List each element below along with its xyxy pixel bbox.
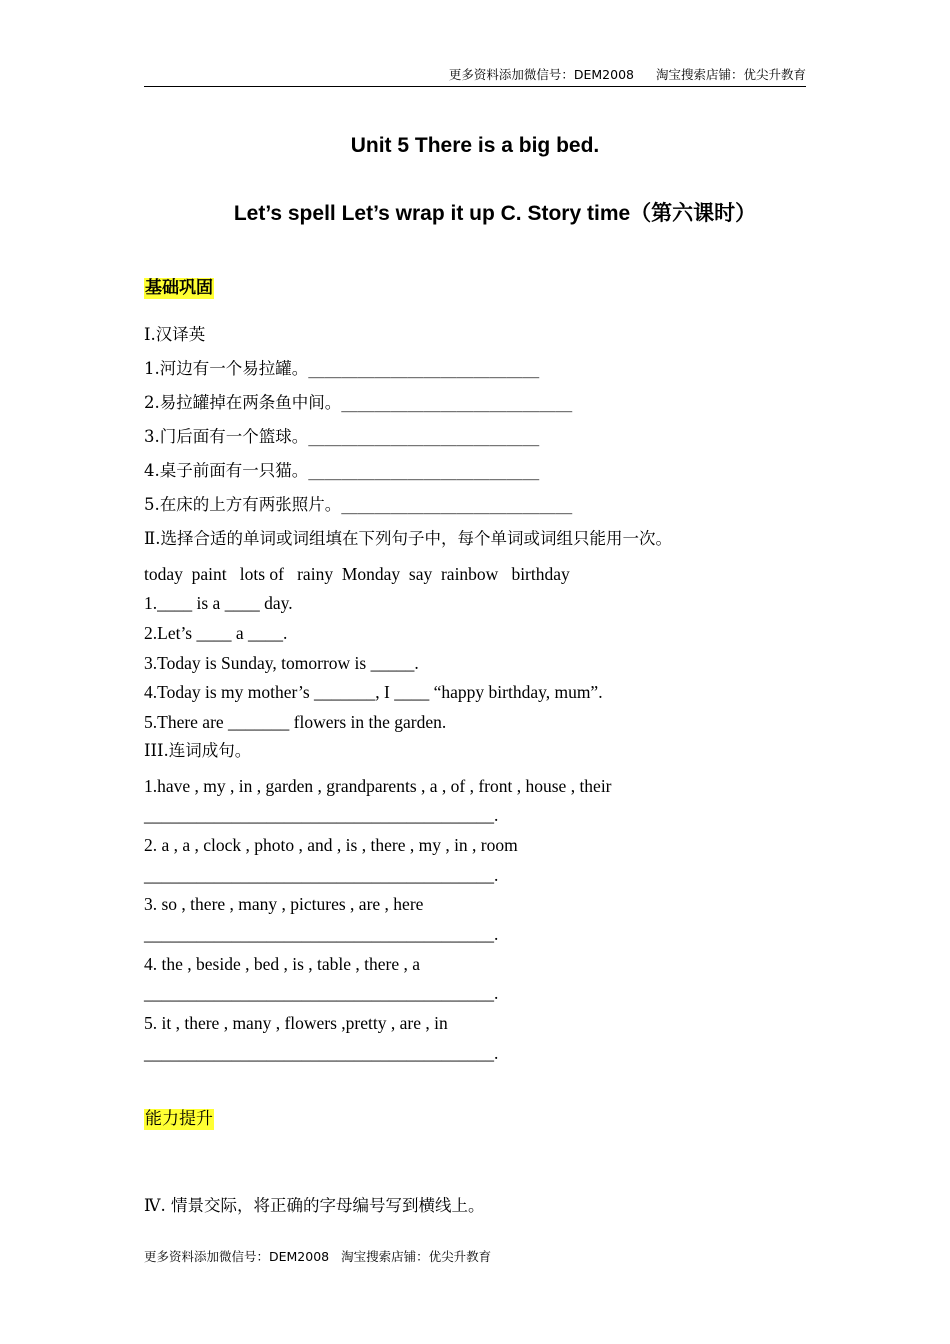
- part1-item-5: 5.在床的上方有两张照片。____________________________: [144, 495, 573, 514]
- part2-item-3: 3.Today is Sunday, tomorrow is _____.: [144, 653, 419, 673]
- part2-item-5: 5.There are _______ flowers in the garden.: [144, 712, 447, 732]
- page-footer: [144, 1247, 491, 1265]
- part3-item-4-answer: ________________________________________.: [144, 983, 499, 1003]
- page-header: [144, 65, 806, 87]
- lesson-title: Let’s spell Let’s wrap it up C. Story time（第六课时）: [233, 202, 757, 225]
- part3-item-1-words: 1.have , my , in , garden , grandparents , a , of , front , house , their: [144, 776, 612, 796]
- part3-item-2-words: 2. a , a , clock , photo , and , is , there , my , in , room: [144, 835, 518, 855]
- part3-item-5-words: 5. it , there , many , flowers ,pretty , are , in: [144, 1013, 448, 1033]
- section-advanced-label: 能力提升: [145, 1109, 213, 1129]
- part1-item-4: 4.桌子前面有一只猫。____________________________: [144, 461, 540, 480]
- part3-item-2-answer: ________________________________________.: [144, 865, 499, 885]
- part3-item-3-words: 3. so , there , many , pictures , are , here: [144, 894, 424, 914]
- part4-heading: Ⅳ. 情景交际，将正确的字母编号写到横线上。: [144, 1196, 485, 1215]
- part2-item-4: 4.Today is my mother’s _______, I ____ “happy birthday, mum”.: [144, 682, 603, 702]
- part2-word-bank: today paint lots of rainy Monday say rainbow birthday: [144, 564, 570, 584]
- part3-item-1-answer: ________________________________________.: [144, 805, 499, 825]
- part1-heading: Ⅰ.汉译英: [144, 325, 206, 344]
- part1-item-1: 1.河边有一个易拉罐。____________________________: [144, 359, 540, 378]
- part1-item-3: 3.门后面有一个篮球。____________________________: [144, 427, 540, 446]
- part3-item-3-answer: ________________________________________.: [144, 924, 499, 944]
- section-basic-label: 基础巩固: [145, 278, 213, 298]
- part2-item-1: 1.____ is a ____ day.: [144, 593, 293, 613]
- part3-item-5-answer: ________________________________________.: [144, 1043, 499, 1063]
- footer-shop: 淘宝搜索店铺：优尖升教育: [341, 1249, 492, 1264]
- part3-item-4-words: 4. the , beside , bed , is , table , there , a: [144, 954, 421, 974]
- header-shop: 淘宝搜索店铺：优尖升教育: [655, 67, 806, 82]
- part3-heading: III.连词成句。: [144, 741, 252, 760]
- part2-item-2: 2.Let’s ____ a ____.: [144, 623, 288, 643]
- header-wechat: 更多资料添加微信号：DEM2008: [448, 67, 634, 82]
- unit-title: Unit 5 There is a big bed.: [350, 134, 600, 157]
- part2-heading: Ⅱ.选择合适的单词或词组填在下列句子中，每个单词或词组只能用一次。: [144, 529, 672, 548]
- footer-wechat: 更多资料添加微信号：DEM2008: [144, 1249, 330, 1264]
- part1-item-2: 2.易拉罐掉在两条鱼中间。____________________________: [144, 393, 573, 412]
